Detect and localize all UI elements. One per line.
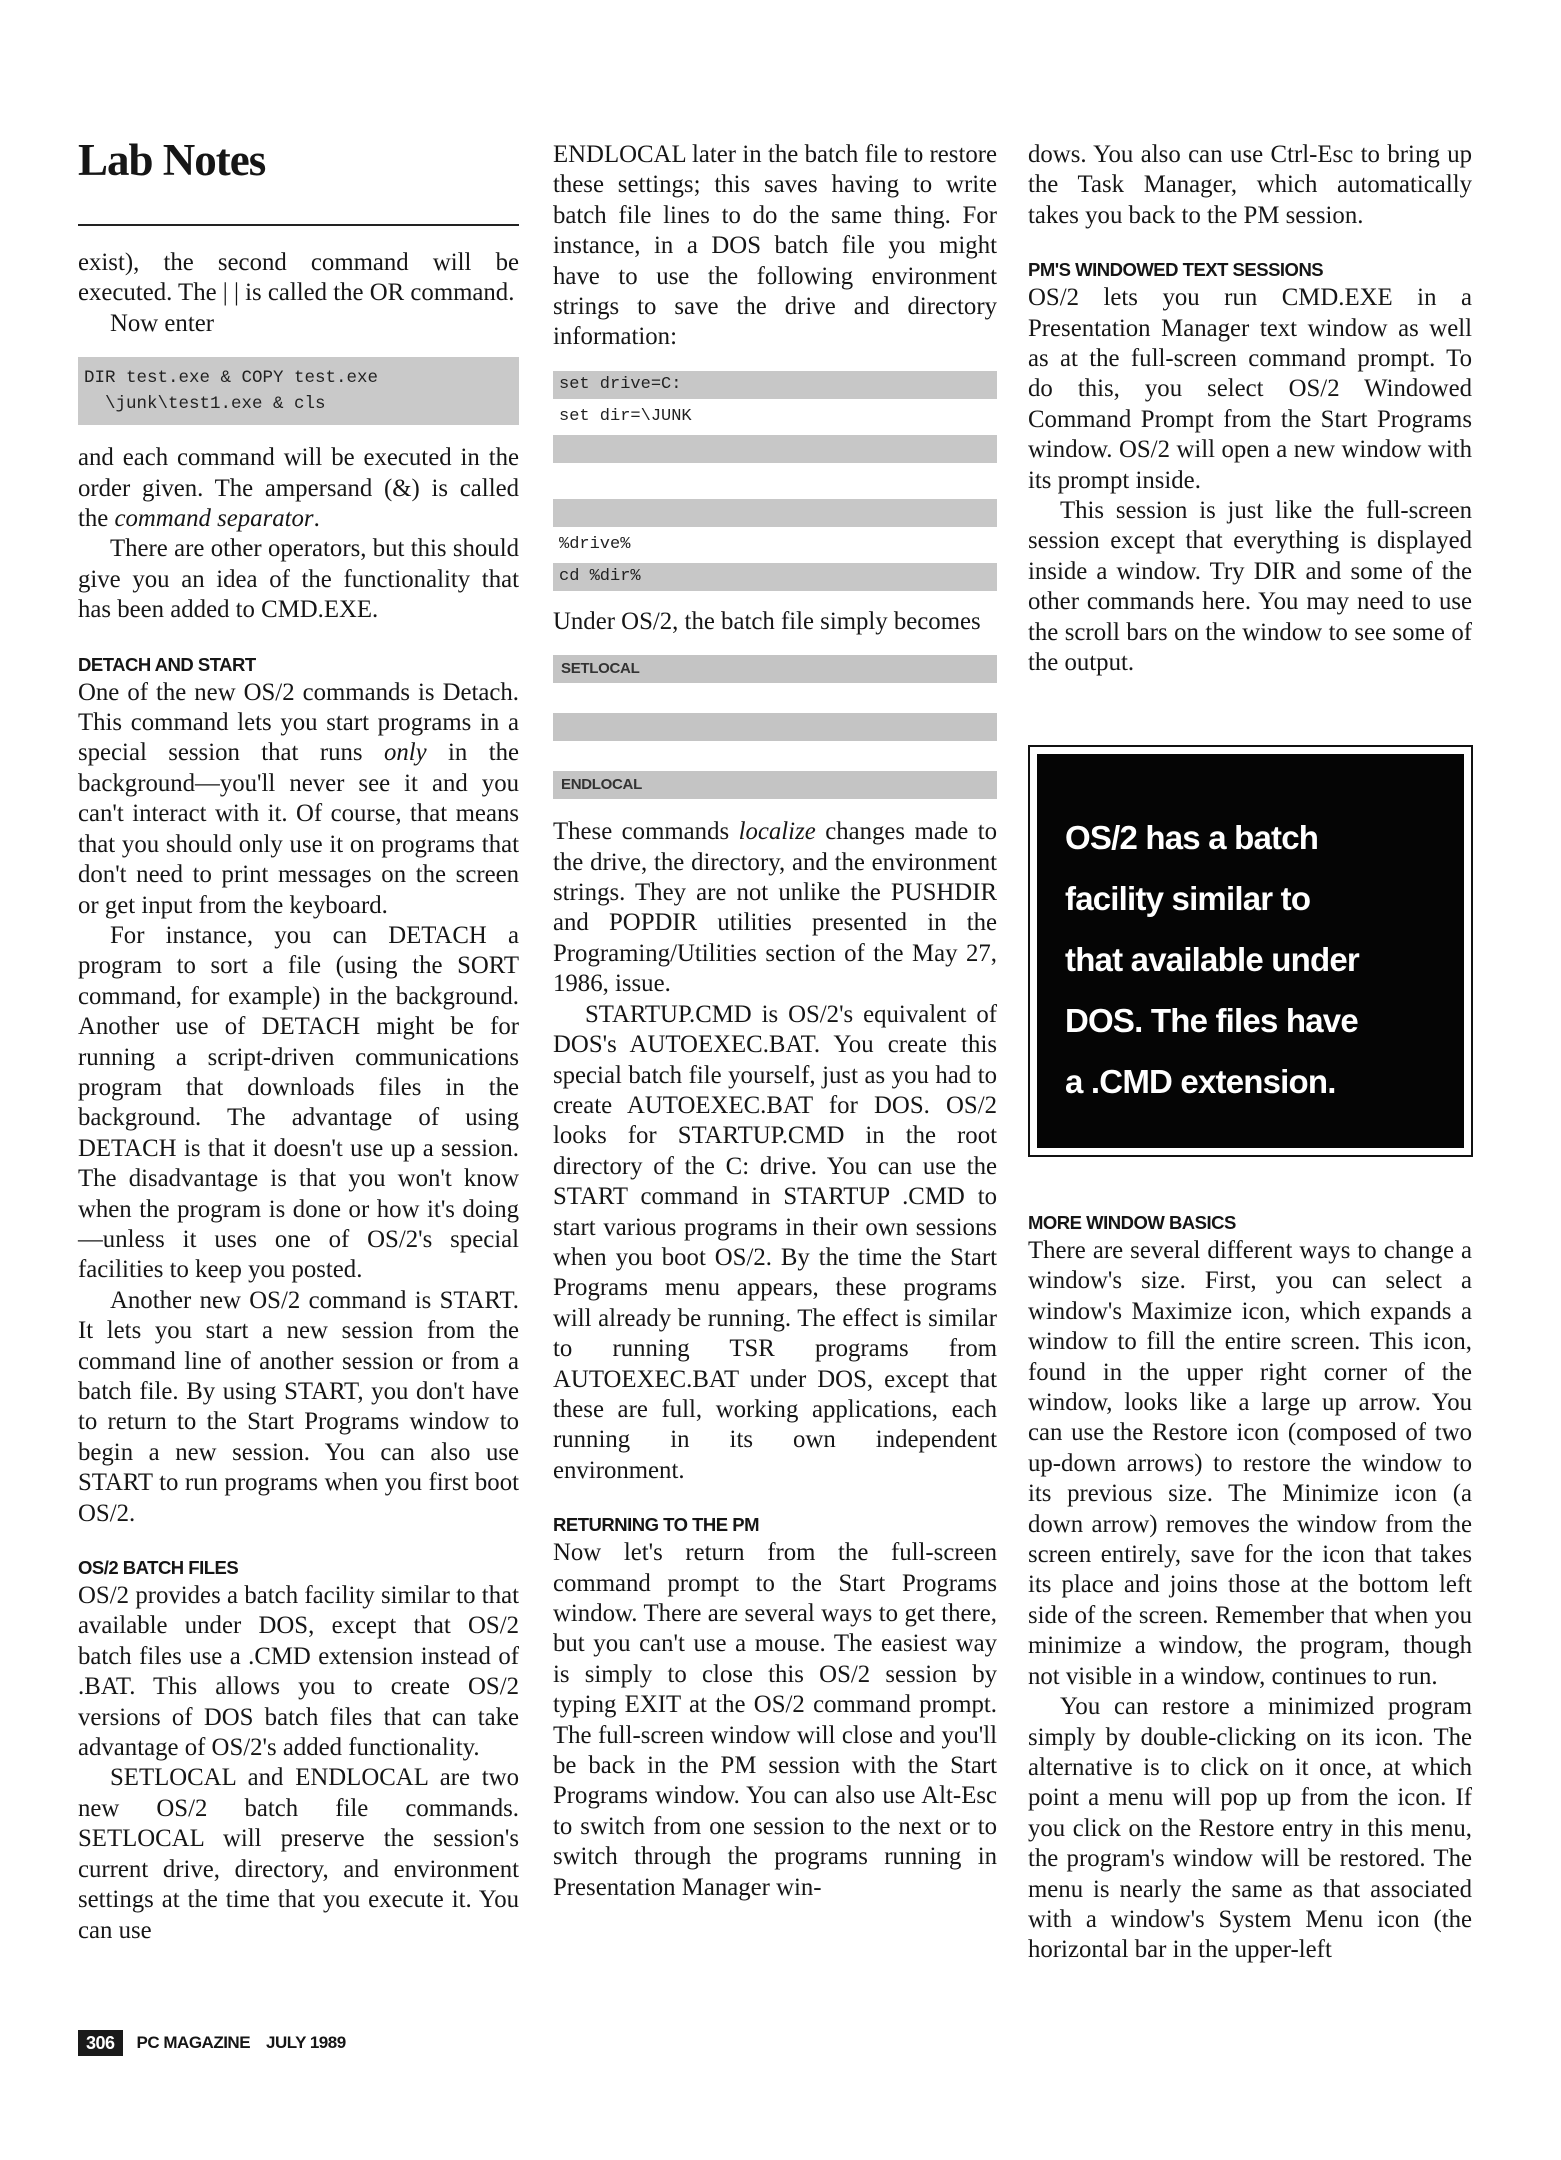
emphasis: only bbox=[383, 739, 427, 767]
pull-quote bbox=[1028, 745, 1473, 1157]
paragraph: OS/2 provides a batch facility similar to that available under DOS, except that OS/2 batch files use a .CMD extension instead of .BAT. This allows you to create OS/2 versions of DOS batch files that can take advantage of OS/2's added functionality. bbox=[78, 1582, 519, 1762]
paragraph: This session is just like the full-screen session except that everything is displayed inside a window. Try DIR and some of the other commands here. You may need to use the scroll bars on the window to see some of the output. bbox=[1028, 497, 1472, 677]
code-line: DIR test.exe & COPY test.exe bbox=[84, 368, 379, 389]
column-3 bbox=[1028, 140, 1472, 679]
code-line bbox=[553, 435, 997, 463]
code-line: SETLOCAL bbox=[553, 655, 997, 683]
page-footer bbox=[78, 2030, 346, 2056]
code-line bbox=[553, 499, 997, 527]
paragraph: Under OS/2, the batch file simply becomes bbox=[553, 607, 981, 635]
pull-quote-line: facility similar to bbox=[1065, 880, 1311, 917]
text-run: changes made to the drive, the directory, and the environment strings. They are not unlike the PUSHDIR and POPDIR utilities presented in the Programing/Utilities section of the May 27, 1986, issue. bbox=[553, 818, 997, 998]
emphasis: localize bbox=[738, 818, 816, 846]
section-title: Lab Notes bbox=[78, 135, 266, 185]
paragraph: OS/2 lets you run CMD.EXE in a Presentation Manager text window as well as at the full-screen command prompt. To do this, you select OS/2 Windowed Command Prompt from the Start Programs window. OS/2 will open a new window with its prompt inside. bbox=[1028, 284, 1472, 494]
pull-quote-text bbox=[1037, 754, 1464, 1148]
text-run: and each command will be executed in the order given. The ampersand (&) is called the bbox=[78, 444, 519, 533]
subheading-more-window: MORE WINDOW BASICS bbox=[1028, 1212, 1236, 1233]
subheading-detach: DETACH AND START bbox=[78, 653, 256, 675]
pull-quote-line: OS/2 has a batch bbox=[1065, 819, 1319, 856]
subheading-batch: OS/2 BATCH FILES bbox=[78, 1557, 239, 1579]
code-line: set dir=\JUNK bbox=[559, 406, 692, 426]
paragraph: STARTUP.CMD is OS/2's equivalent of DOS's AUTOEXEC.BAT. You create this special batch file yourself, just as you had to create AUTOEXEC.BAT for DOS. OS/2 looks for STARTUP.CMD in the root directory of the C: drive. You can use the START command in STARTUP .CMD to start various programs in their own sessions when you boot OS/2. By the time the Start Programs menu appears, these programs will already be running. The effect is similar to running TSR programs from AUTOEXEC.BAT under DOS, except that these are full, working applications, each running in its own independent environment. bbox=[553, 1000, 997, 1484]
paragraph: Now let's return from the full-screen command prompt to the Start Programs window. There are several ways to get there, but you can't use a mouse. The easiest way is simply to close this OS/2 session by typing EXIT at the OS/2 command prompt. The full-screen window will close and you'll be back in the PM session with the Start Programs window. You can also use Alt-Esc to switch from one session to the next or to switch through the programs running in Presentation Manager win- bbox=[553, 1539, 997, 1901]
paragraph: There are other operators, but this should give you an idea of the functionality that has been added to CMD.EXE. bbox=[78, 535, 519, 624]
code-line: ENDLOCAL bbox=[553, 771, 997, 799]
code-block-os2 bbox=[553, 655, 997, 799]
code-block-dos bbox=[553, 371, 997, 591]
subheading-return: RETURNING TO THE PM bbox=[553, 1514, 759, 1536]
paragraph bbox=[553, 817, 997, 999]
text-run: . bbox=[313, 505, 320, 533]
pull-quote-line: that available under bbox=[1065, 941, 1359, 978]
text-run: One of the new OS/2 commands is Detach. This command lets you start programs in a special session that runs bbox=[78, 678, 519, 767]
code-line: %drive% bbox=[559, 534, 631, 554]
code-block bbox=[78, 357, 519, 425]
emphasis: command separator bbox=[114, 505, 314, 533]
column-2 bbox=[553, 140, 997, 1903]
paragraph: ENDLOCAL later in the batch file to restore these settings; this saves having to write batch file lines to do the same thing. For instance, in a DOS batch file you might have to use the following environment strings to save the drive and directory information: bbox=[553, 141, 997, 351]
pull-quote-line: a .CMD extension. bbox=[1065, 1063, 1336, 1100]
paragraph: There are several different ways to change a window's size. First, you can select a window's Maximize icon, which expands a window to fill the entire screen. This icon, found in the upper right corner of the window, looks like a large up arrow. You can use the Restore icon (composed of two up-down arrows) to restore the window to its previous size. The Minimize icon (a down arrow) removes the window from the screen entirely, save for the icon that takes its place and joins those at the bottom left side of the screen. Remember that when you minimize a window, the program, though not visible in a window, continues to run. bbox=[1028, 1237, 1472, 1690]
paragraph: exist), the second command will be executed. The | | is called the OR command. bbox=[78, 249, 519, 307]
paragraph: For instance, you can DETACH a program to sort a file (using the SORT command, for example) in the background. Another use of DETACH might be for running a script-driven communications program that downloads files in the background. The advantage of using DETACH is that it doesn't use up a session. The disadvantage is that you won't know when the program is done or how it's doing—unless it uses one of OS/2's special facilities to keep you posted. bbox=[78, 921, 519, 1284]
column-3-lower bbox=[1028, 1212, 1472, 1966]
paragraph: dows. You also can use Ctrl-Esc to bring up the Task Manager, which automatically takes you back to the PM session. bbox=[1028, 141, 1472, 229]
page-number: 306 bbox=[78, 2030, 123, 2056]
column-1 bbox=[78, 135, 519, 1946]
code-line bbox=[553, 467, 997, 495]
code-line: set drive=C: bbox=[553, 371, 997, 399]
paragraph: You can restore a minimized program simply by double-clicking on its icon. The alternative is to click on it once, at which point a menu will pop up from the icon. If you click on the Restore entry in this menu, the program's window will be restored. The menu is nearly the same as that associated with a window's System Menu icon (the horizontal bar in the upper-left bbox=[1028, 1693, 1472, 1964]
issue-date: JULY 1989 bbox=[266, 2033, 346, 2052]
code-line: cd %dir% bbox=[553, 563, 997, 591]
paragraph: SETLOCAL and ENDLOCAL are two new OS/2 batch file commands. SETLOCAL will preserve the session's current drive, directory, and environment settings at the time that you execute it. You can use bbox=[78, 1764, 519, 1944]
paragraph bbox=[78, 678, 519, 921]
code-line bbox=[553, 713, 997, 741]
text-run: These commands bbox=[553, 818, 739, 846]
paragraph bbox=[78, 443, 519, 534]
title-rule bbox=[78, 224, 519, 226]
subheading-pm-windowed: PM'S WINDOWED TEXT SESSIONS bbox=[1028, 259, 1324, 281]
paragraph: Now enter bbox=[110, 309, 214, 337]
pull-quote-line: DOS. The files have bbox=[1065, 1002, 1358, 1039]
publication-name: PC MAGAZINE bbox=[136, 2033, 251, 2052]
text-run: in the background—you'll never see it and you can't interact with it. Of course, that means that you should only use it on programs that don't need to print messages on the screen or get input from the keyboard. bbox=[78, 739, 519, 919]
paragraph: Another new OS/2 command is START. It lets you start a new session from the command line of another session or from a batch file. By using START, you don't have to return to the Start Programs window to begin a new session. You can also use START to run programs when you first boot OS/2. bbox=[78, 1286, 519, 1527]
code-line: \junk\test1.exe & cls bbox=[84, 394, 326, 415]
